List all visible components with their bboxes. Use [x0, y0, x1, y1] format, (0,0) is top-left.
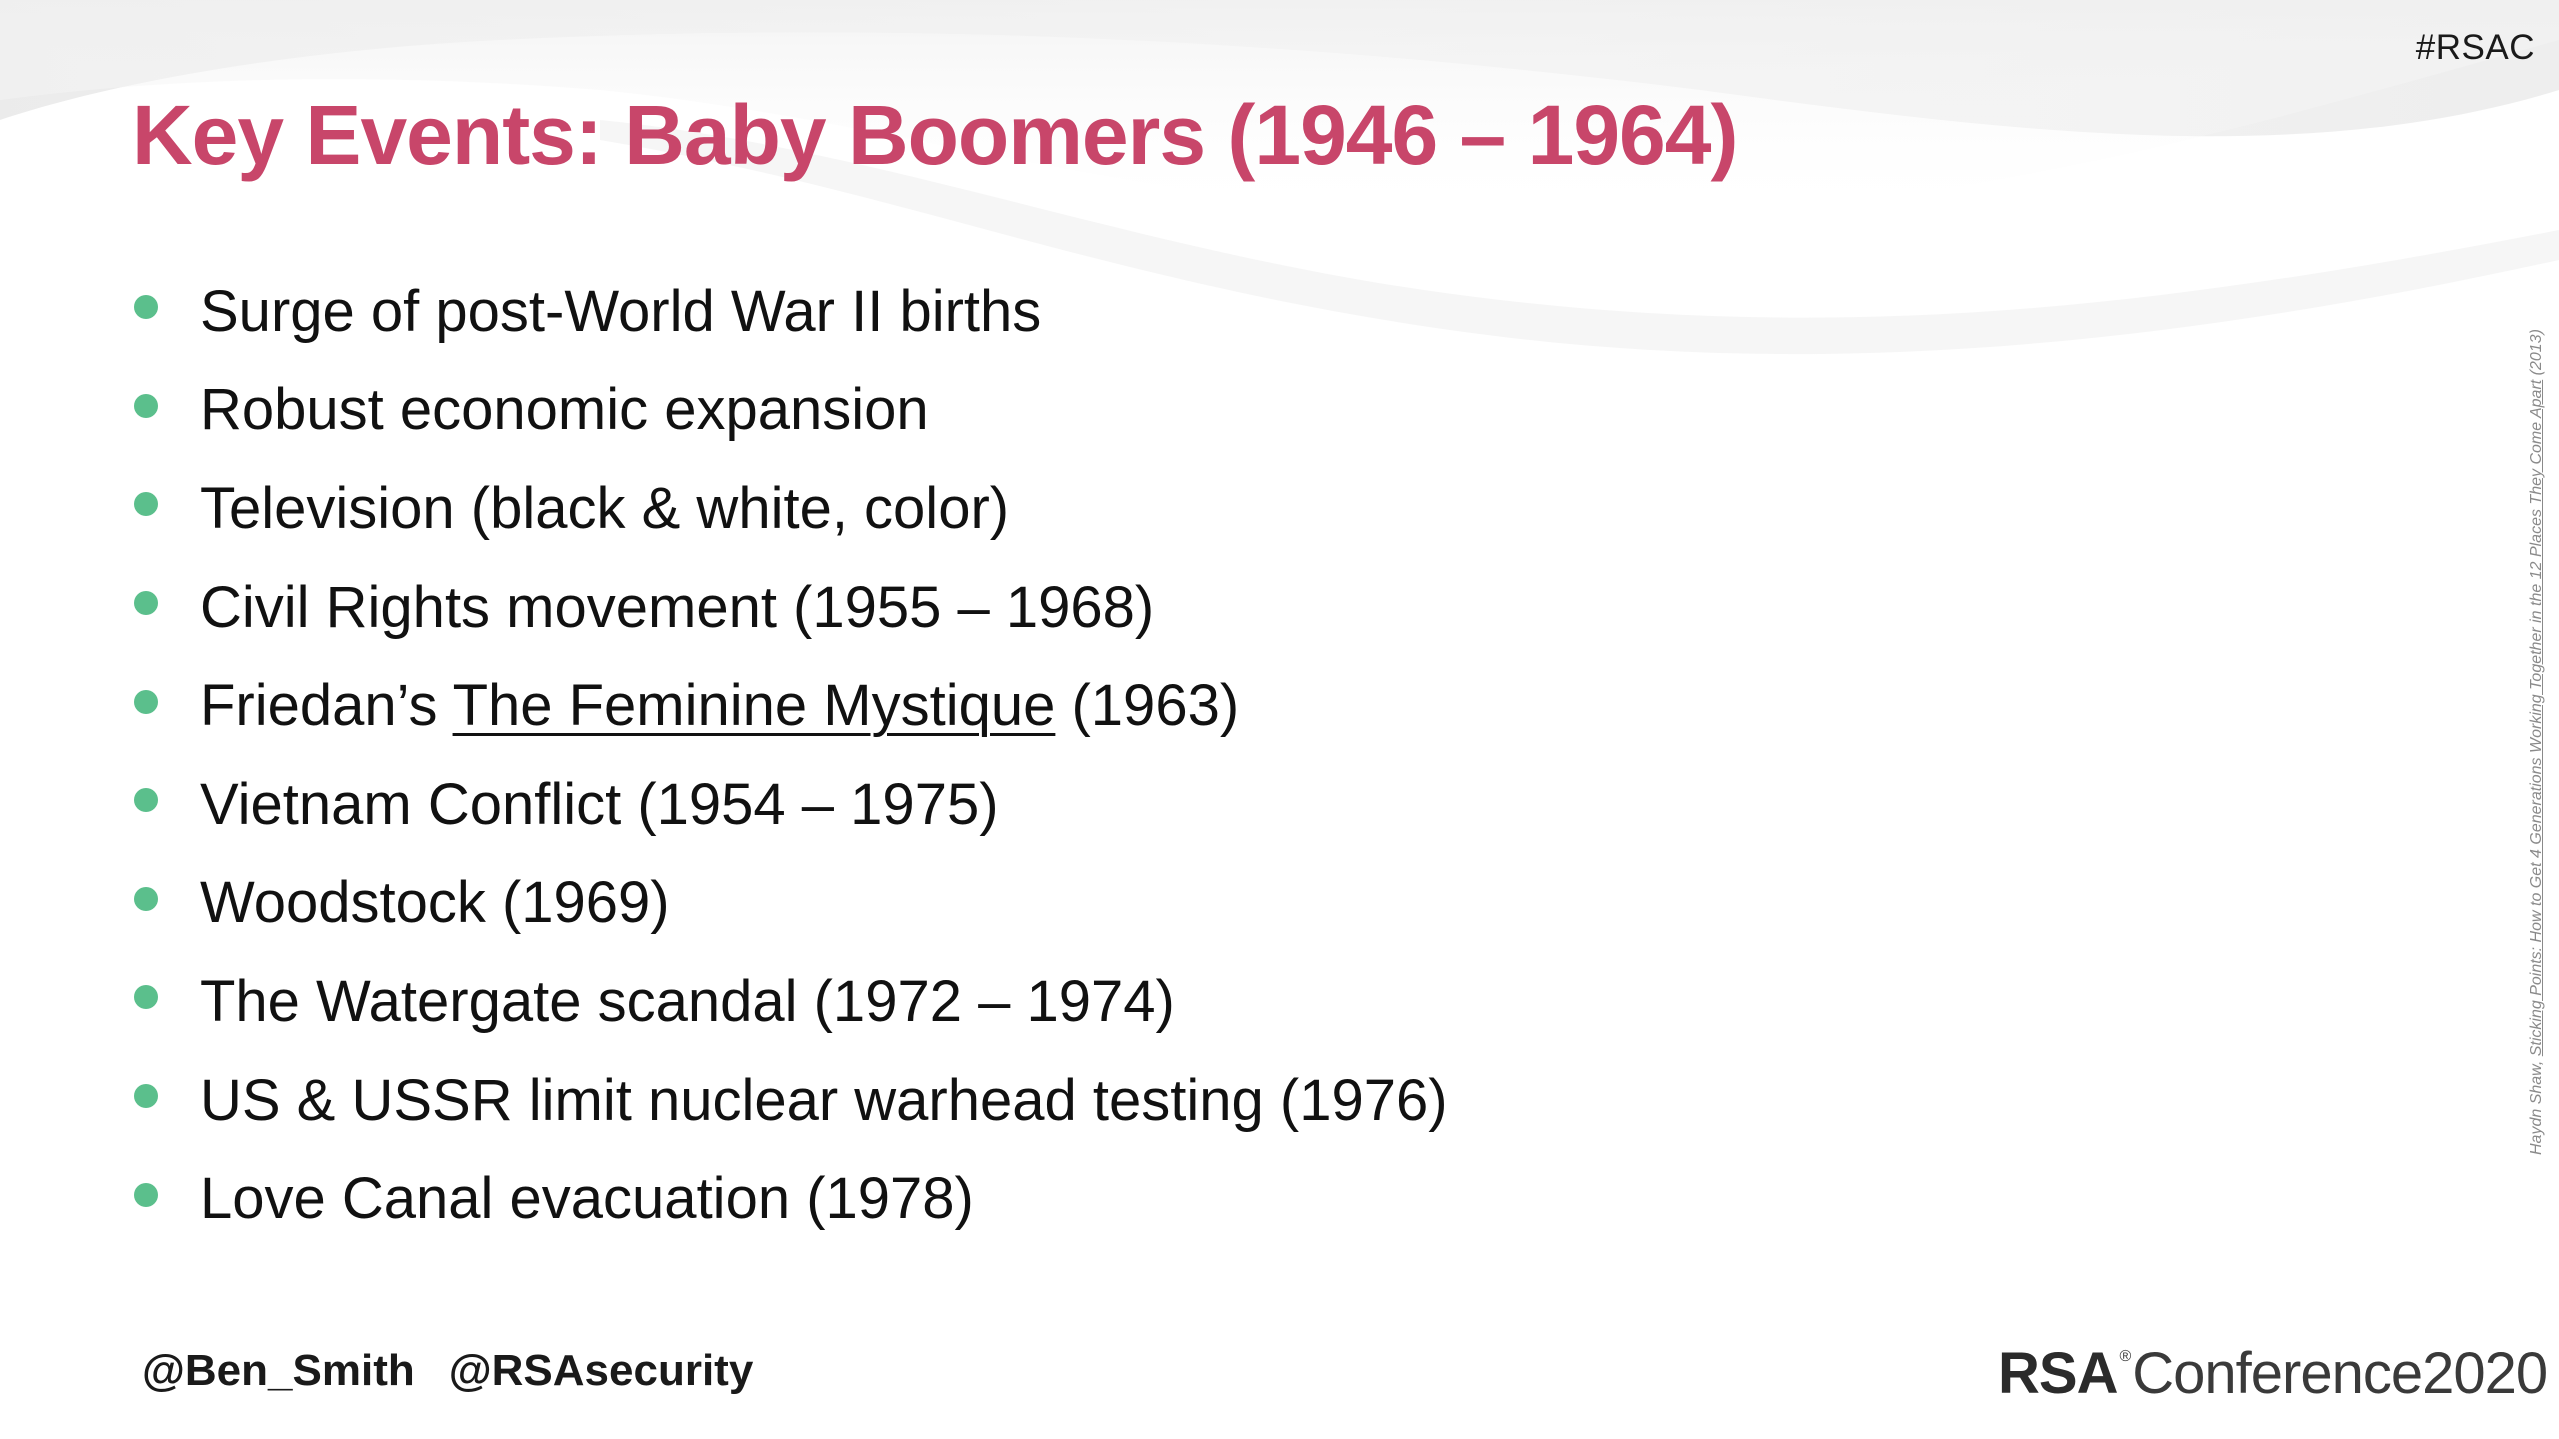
bullet-text-post: (1963): [1055, 673, 1240, 739]
bullet-item: [134, 361, 1448, 460]
bullet-text: The Watergate scandal (1972 – 1974): [200, 968, 1175, 1034]
bullet-dot-icon: [134, 591, 158, 615]
bullet-dot-icon: [134, 887, 158, 911]
slide-title: Key Events: Baby Boomers (1946 – 1964): [132, 88, 1738, 182]
bullet-list: [134, 262, 1448, 1248]
bullet-text: Vietnam Conflict (1954 – 1975): [200, 771, 999, 837]
bullet-item: [134, 1051, 1448, 1150]
bullet-text-pre: Friedan’s: [200, 673, 453, 739]
rsa-conference-logo: [1998, 1340, 2547, 1407]
source-citation: [2528, 329, 2546, 1155]
citation-year: (2013): [2528, 329, 2545, 380]
bullet-text: Television (black & white, color): [200, 475, 1010, 541]
logo-registered-mark: ®: [2119, 1348, 2131, 1365]
bullet-text: Robust economic expansion: [200, 377, 929, 443]
bullet-item: [134, 262, 1448, 361]
bullet-text: Civil Rights movement (1955 – 1968): [200, 574, 1155, 640]
book-title: The Feminine Mystique: [452, 673, 1056, 739]
citation-book-title: Sticking Points: How to Get 4 Generations Working Together in the 12 Places They Come Apart: [2528, 379, 2545, 1057]
hashtag-label: #RSAC: [2415, 28, 2535, 67]
social-handles: [142, 1346, 753, 1396]
bullet-text: [200, 672, 1239, 739]
bullet-item: [134, 656, 1448, 755]
bullet-item: [134, 755, 1448, 854]
bullet-dot-icon: [134, 394, 158, 418]
logo-conference: Conference2020: [2132, 1341, 2548, 1406]
bullet-text: US & USSR limit nuclear warhead testing (1976): [200, 1067, 1448, 1133]
bullet-dot-icon: [134, 492, 158, 516]
bullet-text: Woodstock (1969): [200, 870, 670, 936]
bullet-item: [134, 854, 1448, 953]
bullet-dot-icon: [134, 295, 158, 319]
bullet-dot-icon: [134, 1084, 158, 1108]
bullet-text: Surge of post-World War II births: [200, 278, 1042, 344]
bullet-dot-icon: [134, 690, 158, 714]
citation-author: Haydn Shaw,: [2528, 1056, 2545, 1155]
bullet-dot-icon: [134, 985, 158, 1009]
bullet-text: Love Canal evacuation (1978): [200, 1166, 974, 1232]
bullet-item: [134, 1149, 1448, 1248]
bullet-item: [134, 952, 1448, 1051]
company-handle: @RSAsecurity: [448, 1346, 754, 1395]
speaker-handle: @Ben_Smith: [142, 1346, 415, 1395]
bullet-item: [134, 459, 1448, 558]
logo-rsa: RSA: [1998, 1341, 2118, 1406]
bullet-item: [134, 558, 1448, 657]
bullet-dot-icon: [134, 788, 158, 812]
bullet-dot-icon: [134, 1183, 158, 1207]
